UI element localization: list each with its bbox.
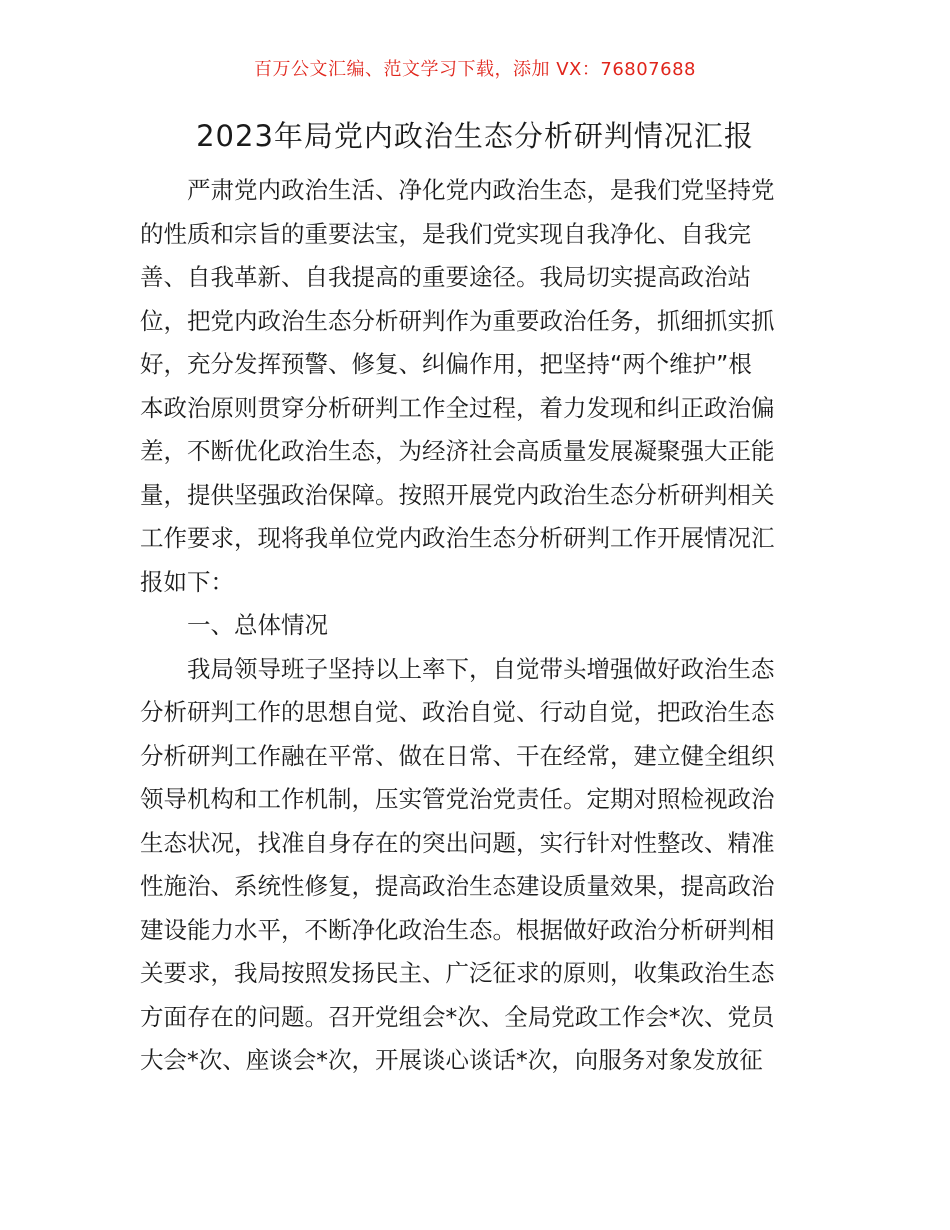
body-line: 一、总体情况 [140,611,328,639]
body-line: 方面存在的问题。召开党组会*次、全局党政工作会*次、党员 [140,1002,775,1031]
document-title: 2023年局党内政治生态分析研判情况汇报 [196,119,754,153]
body-line: 量，提供坚强政治保障。按照开展党内政治生态分析研判相关 [140,480,775,509]
body-line: 分析研判工作的思想自觉、政治自觉、行动自觉，把政治生态 [140,698,775,726]
body-line: 分析研判工作融在平常、做在日常、干在经常，建立健全组织 [140,741,775,770]
body-line: 位，把党内政治生态分析研判作为重要政治任务，抓细抓实抓 [140,306,775,335]
body-line: 大会*次、座谈会*次，开展谈心谈话*次，向服务对象发放征 [140,1046,763,1074]
body-line: 本政治原则贯穿分析研判工作全过程，着力发现和纠正政治偏 [140,393,775,422]
watermark-text: 百万公文汇编、范文学习下载，添加 VX：76807688 [254,59,696,80]
body-line: 生态状况，找准自身存在的突出问题，实行针对性整改、精准 [140,828,775,857]
body-line: 的性质和宗旨的重要法宝，是我们党实现自我净化、自我完 [140,219,751,248]
body-line: 领导机构和工作机制，压实管党治党责任。定期对照检视政治 [140,785,775,813]
body-line: 性施治、系统性修复，提高政治生态建设质量效果，提高政治 [140,872,775,900]
body-line: 好，充分发挥预警、修复、纠偏作用，把坚持“两个维护”根 [140,350,752,378]
body-line: 我局领导班子坚持以上率下，自觉带头增强做好政治生态 [140,654,775,683]
body-line: 工作要求，现将我单位党内政治生态分析研判工作开展情况汇 [140,524,775,552]
body-line: 建设能力水平，不断净化政治生态。根据做好政治分析研判相 [140,915,775,944]
body-line: 严肃党内政治生活、净化党内政治生态，是我们党坚持党 [140,176,775,204]
body-line: 关要求，我局按照发扬民主、广泛征求的原则，收集政治生态 [140,959,775,987]
body-line: 善、自我革新、自我提高的重要途径。我局切实提高政治站 [140,263,751,291]
body-line: 差，不断优化政治生态，为经济社会高质量发展凝聚强大正能 [140,437,775,465]
body-line: 报如下： [140,567,234,596]
